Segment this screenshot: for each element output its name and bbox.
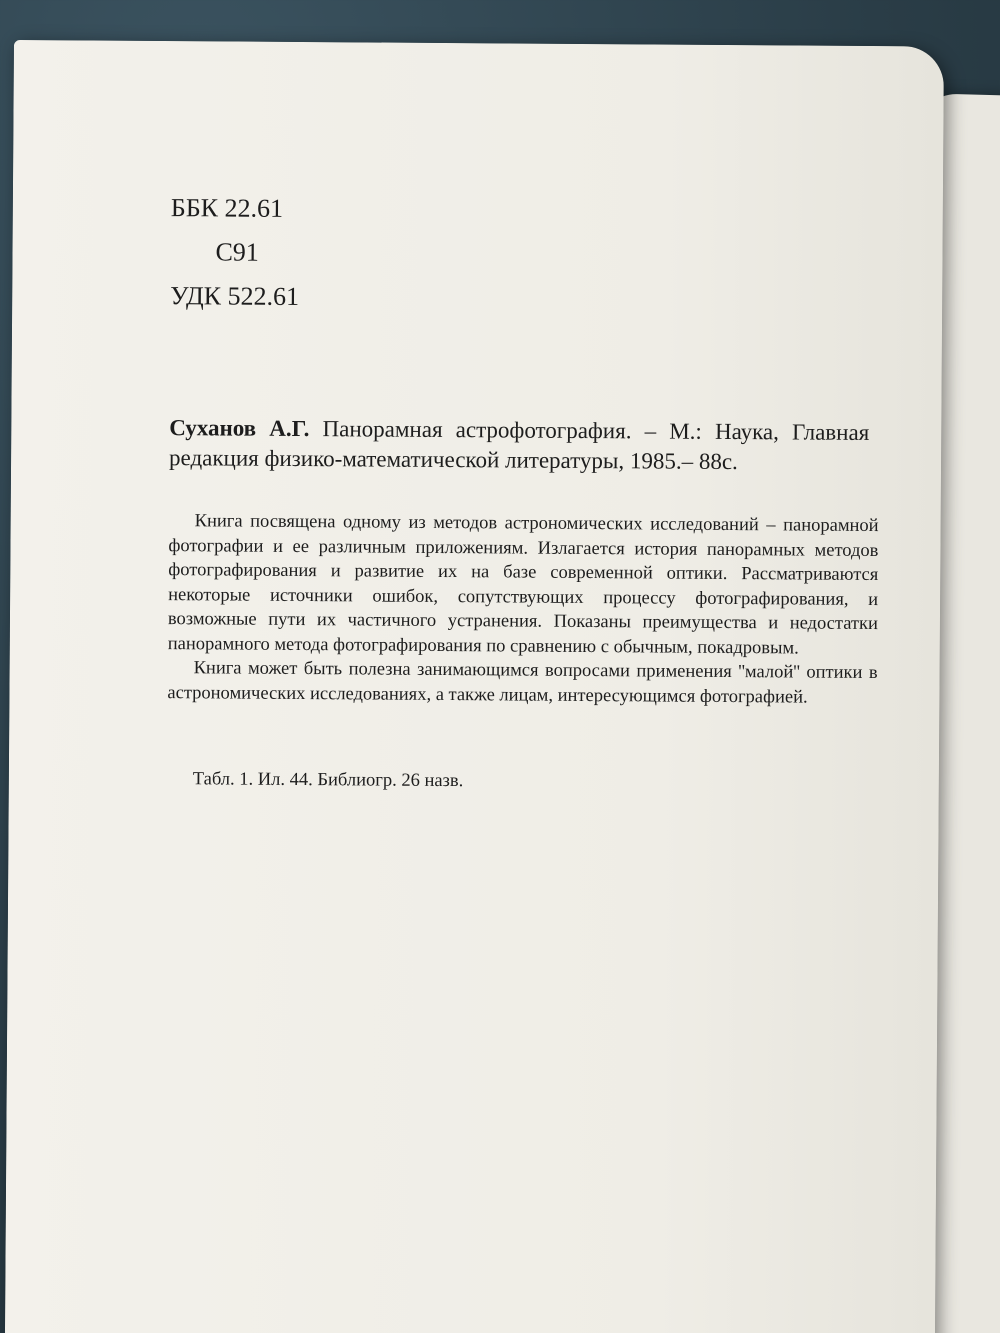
book-page (5, 40, 944, 1333)
bibliographic-details: Панорамная астрофотография. – М.: Наука, Главная редакция физико-математической литературы, 1985.– 88с. (169, 416, 870, 475)
abstract (167, 509, 878, 710)
author-mark: С91 (215, 237, 259, 267)
summary-line: Табл. 1. Ил. 44. Библиогр. 26 назв. (192, 769, 464, 792)
bbk-code: ББК 22.61 (170, 193, 284, 223)
classification-codes (170, 186, 300, 319)
abstract-paragraph-1: Книга посвящена одному из методов астрономических исследований – панорамной фотографии и ее различным приложениям. Излагается история панорамных методов фотографирования и развитие их на базе современной оптики. Рассматриваются некоторые источники ошибок, сопутствующих процессу фотографирования, и возможные пути их частичного устранения. Показаны преимущества и недостатки панорамного метода фотографирования по сравнению с обычным, покадровым. (167, 511, 879, 658)
author-name: Суханов А.Г. (169, 415, 310, 442)
bibliographic-entry (169, 413, 869, 478)
udk-code: УДК 522.61 (170, 281, 300, 311)
abstract-paragraph-2: Книга может быть полезна занимающимся вопросами применения ''малой'' оптики в астрономических исследованиях, а также лицам, интересующимся фотографией. (167, 658, 878, 708)
